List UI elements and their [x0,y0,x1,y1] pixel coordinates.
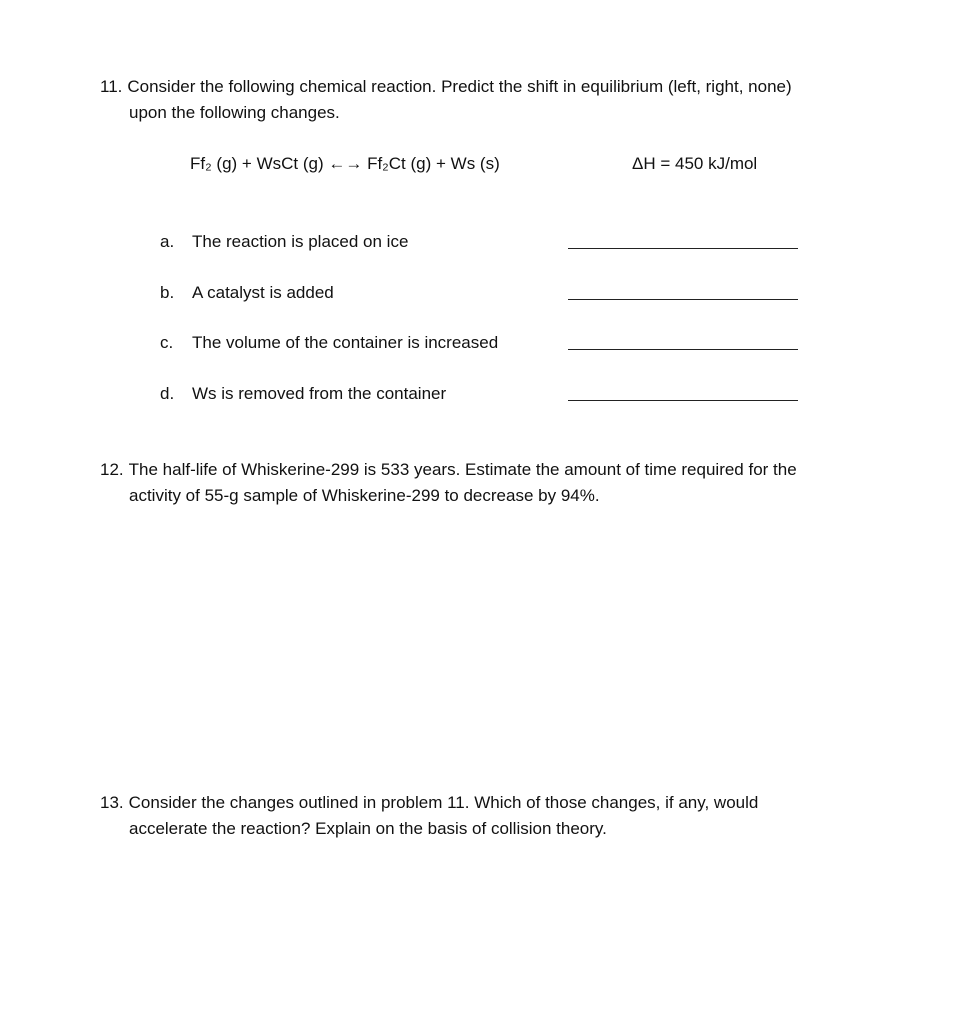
question-13-line-1 [100,790,920,816]
question-12-text-1: The half-life of Whiskerine-299 is 533 years. Estimate the amount of time required for the [128,460,797,479]
reaction-equation: Ff₂ (g) + WsCt (g) ←→ Ff₂Ct (g) + Ws (s) [190,154,500,173]
part-c-letter: c. [160,333,174,352]
part-b-text: A catalyst is added [192,282,334,302]
part-a [160,229,820,280]
question-11-number: 11. [100,77,123,96]
enthalpy-value: ΔH = 450 kJ/mol [632,154,758,173]
question-12 [100,457,920,509]
question-11 [100,74,920,126]
part-b-letter: b. [160,282,175,302]
question-13-text-1: Consider the changes outlined in problem 11. Which of those changes, if any, would [128,793,759,812]
question-12-line-1 [100,457,920,483]
part-a-text: The reaction is placed on ice [192,232,409,251]
part-a-letter: a. [160,232,175,251]
part-b [160,280,820,331]
question-13-text-2: accelerate the reaction? Explain on the basis of collision theory. [129,819,607,838]
question-11-parts [160,229,820,431]
question-11-text-2: upon the following changes. [129,103,340,122]
question-13-number: 13. [100,793,124,812]
part-c-text: The volume of the container is increased [192,333,499,352]
question-13 [100,790,920,842]
part-d-text: Ws is removed from the container [192,383,447,403]
part-a-answer-blank[interactable] [568,248,798,249]
part-c-answer-blank[interactable] [568,349,798,350]
question-11-line-1 [100,74,920,100]
part-d-letter: d. [160,383,175,403]
part-d-answer-blank[interactable] [568,400,798,401]
part-d [160,381,820,432]
part-b-answer-blank[interactable] [568,299,798,300]
question-11-text-1: Consider the following chemical reaction. Predict the shift in equilibrium (left, right, none) [127,77,792,96]
question-12-text-2: activity of 55-g sample of Whiskerine-299 to decrease by 94%. [129,486,600,505]
question-12-number: 12. [100,460,124,479]
part-c [160,330,820,381]
